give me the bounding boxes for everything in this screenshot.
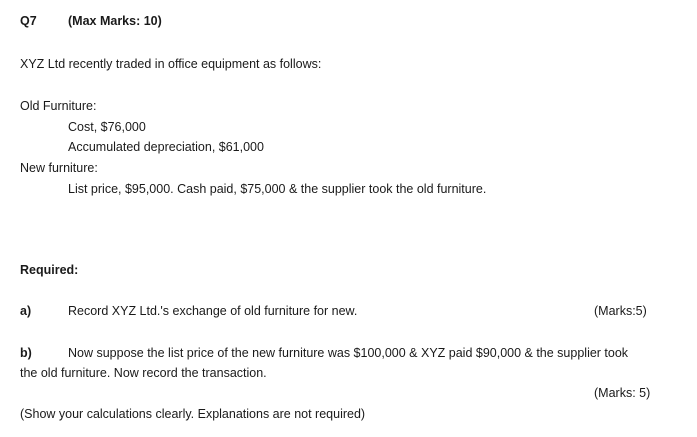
intro-text: XYZ Ltd recently traded in office equipment as follows:	[20, 57, 322, 71]
part-a-text: Record XYZ Ltd.'s exchange of old furniture for new.	[68, 304, 358, 318]
old-furniture-heading: Old Furniture:	[20, 99, 97, 113]
old-furniture-cost: Cost, $76,000	[68, 120, 146, 134]
part-b-text-line1: Now suppose the list price of the new furniture was $100,000 & XYZ paid $90,000 & the supplier took	[68, 346, 629, 360]
part-b-text-line2: the old furniture. Now record the transaction.	[20, 366, 267, 380]
new-furniture-details: List price, $95,000. Cash paid, $75,000 & the supplier took the old furniture.	[68, 182, 487, 196]
new-furniture-heading: New furniture:	[20, 161, 98, 175]
required-heading: Required:	[20, 263, 79, 277]
part-a-marks: (Marks:5)	[594, 304, 647, 318]
question-number: Q7	[20, 14, 37, 28]
old-furniture-depreciation: Accumulated depreciation, $61,000	[68, 140, 264, 154]
part-a-label: a)	[20, 304, 32, 318]
max-marks: (Max Marks: 10)	[68, 14, 162, 28]
part-b-marks: (Marks: 5)	[594, 386, 651, 400]
part-b-label: b)	[20, 346, 32, 360]
calculations-note: (Show your calculations clearly. Explanations are not required)	[20, 407, 366, 421]
